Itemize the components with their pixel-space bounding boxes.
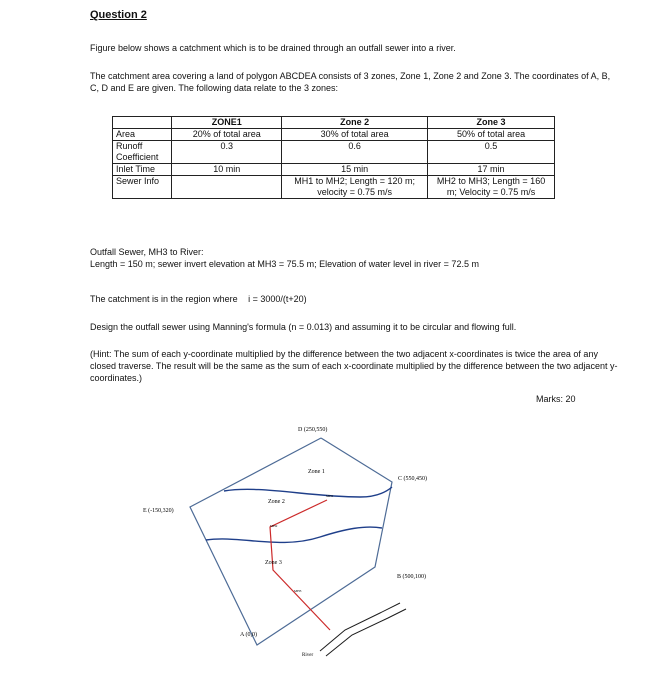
row-label-sewer-info: Sewer Info [113, 176, 172, 199]
zone1-label: Zone 1 [308, 469, 325, 475]
zone2-zone3-divider [206, 527, 382, 542]
zone2-label: Zone 2 [268, 499, 285, 505]
cell-zone2-area: 30% of total area [282, 129, 428, 141]
river-line-2 [326, 609, 406, 656]
outfall-title: Outfall Sewer, MH3 to River: [90, 247, 204, 257]
row-label-runoff: Runoff Coefficient [113, 141, 172, 164]
cell-zone3-inlet: 17 min [428, 164, 555, 176]
region-text: The catchment is in the region where [90, 294, 238, 304]
table-row [113, 164, 555, 176]
river-line-1 [320, 603, 400, 651]
intro-paragraph: Figure below shows a catchment which is to be drained through an outfall sewer into a river. [90, 43, 456, 53]
cell-zone3-runoff: 0.5 [428, 141, 555, 164]
table-row [113, 176, 555, 199]
table-header-zone1: ZONE1 [172, 117, 282, 129]
cell-zone1-runoff: 0.3 [172, 141, 282, 164]
table-row [113, 129, 555, 141]
point-a-label: A (0,0) [240, 632, 257, 638]
mh2-label: MH2 [270, 524, 278, 528]
table-row [113, 141, 555, 164]
mh1-label: MH1 [326, 494, 334, 498]
row-label-area: Area [113, 129, 172, 141]
table-header-empty [113, 117, 172, 129]
intensity-formula: i = 3000/(t+20) [248, 294, 307, 304]
table-header-zone3: Zone 3 [428, 117, 555, 129]
cell-zone2-inlet: 15 min [282, 164, 428, 176]
point-c-label: C (550,450) [398, 476, 427, 482]
hint-paragraph: (Hint: The sum of each y-coordinate multiplied by the difference between the two adjacent x-coordinates is twice the area of any closed traverse. The result will be the same as the sum of each x-coordinate multiplied by the difference between the two adjacent y-coordinates.) [90, 349, 618, 383]
cell-zone1-sewer [172, 176, 282, 199]
point-e-label: E (-150,320) [143, 508, 174, 514]
river-label: River [302, 653, 314, 658]
catchment-diagram [130, 415, 470, 675]
mh3-label: MH3 [294, 589, 302, 593]
point-d-label: D (250,550) [298, 427, 328, 433]
marks-label: Marks: 20 [536, 394, 576, 404]
catchment-description: The catchment area covering a land of polygon ABCDEA consists of 3 zones, Zone 1, Zone 2 and Zone 3. The coordinates of A, B, C, D and E are given. The following data relate to the 3 zones: [90, 71, 611, 93]
zone-data-table [112, 116, 555, 199]
table-header-row [113, 117, 555, 129]
point-b-label: B (500,100) [397, 574, 426, 580]
question-title: Question 2 [90, 9, 147, 21]
cell-zone3-sewer: MH2 to MH3; Length = 160 m; Velocity = 0.75 m/s [428, 176, 555, 199]
cell-zone1-area: 20% of total area [172, 129, 282, 141]
table-header-zone2: Zone 2 [282, 117, 428, 129]
outfall-section [90, 246, 479, 270]
zone3-label: Zone 3 [265, 560, 282, 566]
region-statement [90, 293, 307, 305]
cell-zone1-inlet: 10 min [172, 164, 282, 176]
row-label-inlet-time: Inlet Time [113, 164, 172, 176]
outfall-details: Length = 150 m; sewer invert elevation at MH3 = 75.5 m; Elevation of water level in river = 72.5 m [90, 259, 479, 269]
cell-zone2-sewer: MH1 to MH2; Length = 120 m; velocity = 0.75 m/s [282, 176, 428, 199]
cell-zone2-runoff: 0.6 [282, 141, 428, 164]
zone1-zone2-divider [224, 487, 392, 497]
cell-zone3-area: 50% of total area [428, 129, 555, 141]
design-instruction: Design the outfall sewer using Manning's formula (n = 0.013) and assuming it to be circular and flowing full. [90, 322, 517, 332]
